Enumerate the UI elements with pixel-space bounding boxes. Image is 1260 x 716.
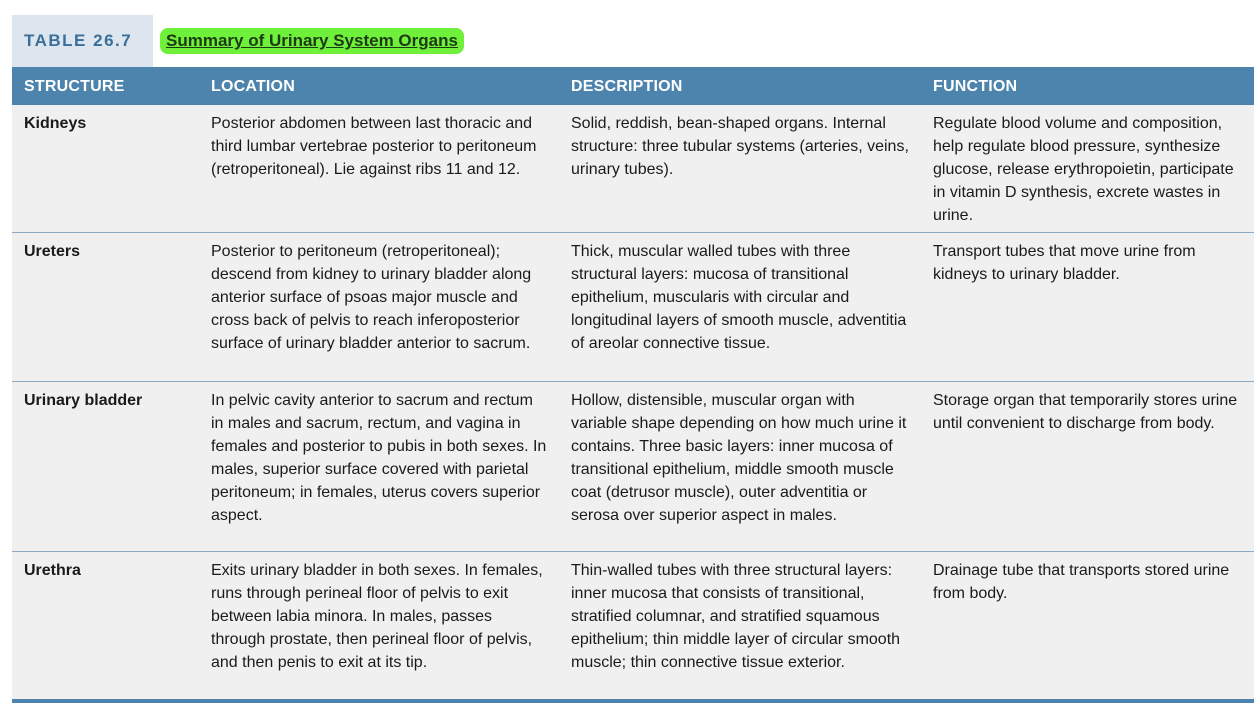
- cell-location: In pelvic cavity anterior to sacrum and rectum in males and sacrum, rectum, and vagina in females and posterior to pubis in both sexes. In males, superior surface covered with parietal peritoneum; in females, uterus covers superior aspect.: [211, 392, 547, 524]
- header-structure: STRUCTURE: [24, 77, 125, 95]
- table-row: [12, 382, 1254, 552]
- header-description: DESCRIPTION: [571, 77, 683, 95]
- cell-function: Transport tubes that move urine from kidneys to urinary bladder.: [933, 243, 1196, 283]
- urinary-organs-table: [12, 67, 1254, 703]
- cell-description: Thin-walled tubes with three structural layers: inner mucosa that consists of transitional, stratified columnar, and stratified squamous epithelium; thin middle layer of circular smooth muscle; thin connective tissue exterior.: [571, 562, 901, 671]
- table-header-row: [12, 67, 1254, 105]
- table-title-link[interactable]: Summary of Urinary System Organs: [161, 29, 463, 53]
- cell-function: Storage organ that temporarily stores urine until convenient to discharge from body.: [933, 392, 1238, 432]
- cell-description: Hollow, distensible, muscular organ with variable shape depending on how much urine it contains. Three basic layers: inner mucosa of transitional epithelium, middle smooth muscle coat (detrusor muscle), outer adventitia or serosa over superior aspect in males.: [571, 392, 907, 524]
- cell-structure: Urinary bladder: [24, 392, 143, 409]
- cell-function: Regulate blood volume and composition, help regulate blood pressure, synthesize glucose, release erythropoietin, participate in vitamin D synthesis, excrete wastes in urine.: [933, 115, 1234, 224]
- cell-location: Posterior abdomen between last thoracic and third lumbar vertebrae posterior to peritoneum (retroperitoneal). Lie against ribs 11 and 12.: [211, 115, 537, 178]
- table-row: [12, 105, 1254, 233]
- cell-description: Thick, muscular walled tubes with three structural layers: mucosa of transitional epithelium, muscularis with circular and longitudinal layers of smooth muscle, adventitia of areolar connective tissue.: [571, 243, 907, 352]
- cell-location: Exits urinary bladder in both sexes. In females, runs through perineal floor of pelvis to exit between labia minora. In males, passes through prostate, then perineal floor of pelvis, and then penis to exit at its tip.: [211, 562, 543, 671]
- cell-function: Drainage tube that transports stored urine from body.: [933, 562, 1230, 602]
- header-location: LOCATION: [211, 77, 295, 95]
- cell-location: Posterior to peritoneum (retroperitoneal); descend from kidney to urinary bladder along anterior surface of psoas major muscle and cross back of pelvis to reach inferoposterior surface of urinary bladder anterior to sacrum.: [211, 243, 532, 352]
- table-title-bar: [12, 15, 463, 67]
- cell-structure: Kidneys: [24, 115, 87, 132]
- cell-description: Solid, reddish, bean-shaped organs. Internal structure: three tubular systems (arteries, veins, urinary tubes).: [571, 115, 909, 178]
- table-row: [12, 552, 1254, 702]
- cell-structure: Urethra: [24, 562, 81, 579]
- table-number: TABLE 26.7: [12, 15, 153, 67]
- header-function: FUNCTION: [933, 77, 1018, 95]
- table-row: [12, 233, 1254, 382]
- cell-structure: Ureters: [24, 243, 81, 260]
